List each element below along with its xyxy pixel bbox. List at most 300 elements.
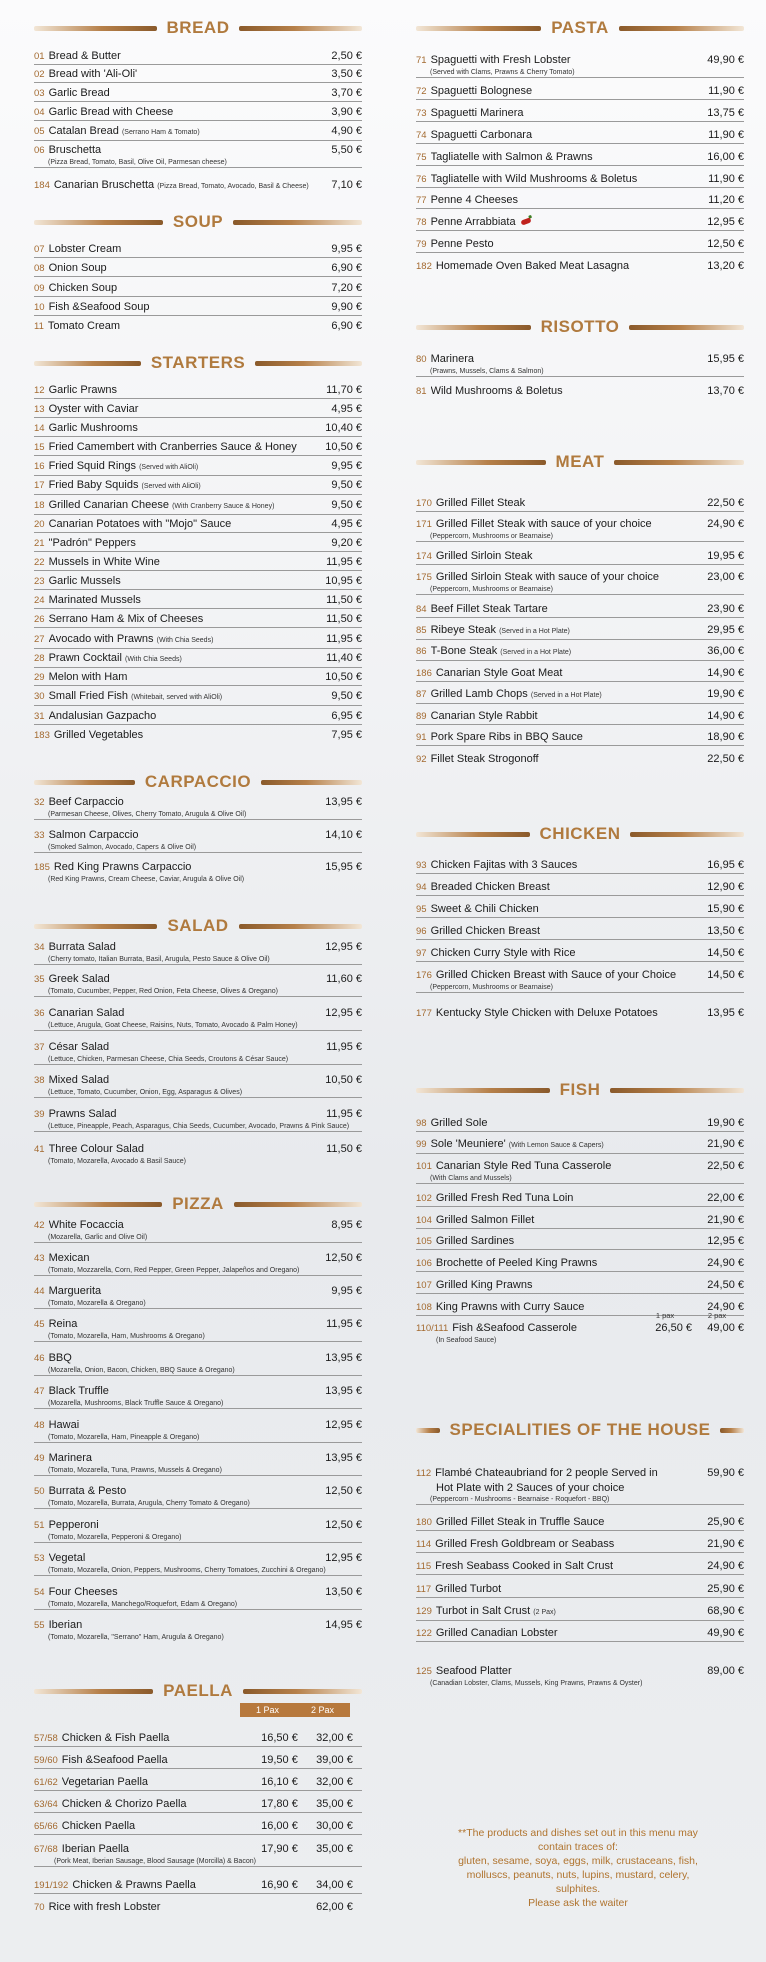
item-description: (Parmesan Cheese, Olives, Cherry Tomato, Arugula & Olive Oil) [48,811,247,818]
item-number: 18 [34,500,45,511]
soup-menu-item [34,261,362,277]
section-title: PAELLA [163,1681,233,1700]
bread-menu-item [34,124,362,141]
soup-menu-item [34,319,362,334]
menu-item-row [416,752,744,767]
item-number: 99 [416,1139,427,1150]
item-price: 13,95 € [325,1352,362,1364]
item-price: 23,90 € [707,603,744,615]
header-rule-right [720,1428,744,1433]
chicken-menu-item [416,880,744,896]
item-name-text: Prawn Cocktail [48,652,122,664]
item-number: 39 [34,1109,45,1120]
menu-item-row [416,709,744,724]
price-1-pax: 16,10 € [261,1776,298,1788]
meat-menu-item [416,730,744,746]
header-rule-left [416,325,531,330]
item-price: 13,20 € [707,260,744,272]
item-name-text: Vegetal [48,1552,86,1564]
item-name [431,880,702,894]
item-name-text: Onion Soup [48,262,107,274]
item-price: 11,20 € [708,194,744,206]
item-name-text: Grilled Sirloin Steak [435,550,533,562]
item-price: 21,90 € [707,1214,744,1226]
item-price: 8,95 € [331,1219,362,1231]
item-name [49,1618,320,1632]
item-number: 85 [416,625,427,636]
item-price: 25,90 € [707,1583,744,1595]
item-inline-description: (Served in a Hot Plate) [530,692,602,699]
item-name [49,972,321,986]
pizza-menu-item [34,1551,362,1576]
menu-item-row [416,517,744,532]
item-price: 13,75 € [707,107,744,119]
pasta-menu-item [416,259,744,274]
item-number: 30 [34,691,45,702]
item-name [431,752,702,766]
price-2-pax: 34,00 € [316,1879,353,1891]
item-number: 174 [416,551,432,562]
item-number: 53 [34,1553,45,1564]
item-number: 20 [34,519,45,530]
item-name [436,1515,701,1529]
item-price: 9,50 € [331,479,362,491]
item-number: 16 [34,461,45,472]
item-name [431,730,702,744]
menu-item-row [34,1142,362,1157]
menu-item-row [34,1797,362,1812]
item-price: 11,90 € [708,129,744,141]
pax-1-label: 1 Pax [255,1705,279,1715]
item-name-text: Fried Squid Rings [48,460,137,472]
specialities-section-header [416,1418,744,1442]
pax-2-label: 2 pax [707,1311,727,1320]
item-number: 129 [416,1606,432,1617]
menu-item-row [34,300,362,315]
menu-item-row [416,1278,744,1293]
item-name [431,53,702,67]
pizza-menu-item [34,1351,362,1376]
item-name [431,172,703,186]
allergy-line: gluten, sesame, soya, eggs, milk, crustaceans, fish, [458,1855,698,1867]
meat-menu-item [416,644,744,661]
allergy-line: contain traces of: [538,1841,618,1853]
item-name [62,1731,252,1745]
item-number: 92 [416,754,427,765]
section-title: CHICKEN [539,824,621,843]
fish-menu-item [416,1191,744,1207]
item-number: 10 [34,302,45,313]
item-number: 186 [416,668,432,679]
item-name-text: Spaguetti Marinera [430,107,524,119]
item-number: 125 [416,1666,432,1677]
item-number: 114 [416,1539,432,1550]
starters-menu-item [34,555,362,571]
fish-menu-item [416,1278,744,1294]
item-number: 176 [416,970,432,981]
price-2-pax: 32,00 € [316,1776,353,1788]
item-name [431,1116,702,1130]
item-name-text: Catalan Bread [48,125,119,137]
item-name [54,178,326,194]
menu-item-row [416,1664,744,1679]
header-rule-right [629,325,744,330]
item-description: (Tomato, Mozarella, Onion, Peppers, Mushrooms, Cherry Tomatoes, Zucchini & Oregano) [48,1567,326,1574]
header-rule-right [234,1202,362,1207]
price-2-pax: 35,00 € [316,1843,353,1855]
menu-item-row [416,1159,744,1174]
item-name [436,1234,701,1248]
item-number: 104 [416,1215,432,1226]
menu-item-row [34,498,362,514]
salad-menu-item [34,1073,362,1098]
pizza-menu-item [34,1251,362,1276]
pizza-menu-item [34,1418,362,1443]
item-name-text: Breaded Chicken Breast [430,881,550,893]
item-name-line-2: Hot Plate with 2 Sauces of your choice [436,1482,625,1494]
item-price: 13,50 € [707,925,744,937]
item-name-text: Sole 'Meuniere' [430,1138,506,1150]
item-name-text: Greek Salad [48,973,110,985]
item-name-text: Bread & Butter [48,50,121,62]
item-name-text: Lobster Cream [48,243,122,255]
item-number: 84 [416,604,427,615]
item-name-text: Small Fried Fish [48,690,129,702]
item-number: 47 [34,1386,45,1397]
meat-menu-item [416,570,744,595]
item-number: 51 [34,1520,45,1531]
item-inline-description: (Served in a Hot Plate) [499,628,570,635]
item-number: 08 [34,263,45,274]
menu-item-row [34,1753,362,1768]
menu-item-row [416,150,744,165]
starters-menu-item [34,651,362,668]
menu-item-row [416,946,744,961]
item-name [49,440,320,454]
item-name-text: Grilled Chicken Breast [430,925,541,937]
menu-item-row [416,384,744,399]
item-name-text: Fried Baby Squids [48,479,139,491]
item-description: (Cherry tomato, Italian Burrata, Basil, Arugula, Pesto Sauce & Olive Oil) [48,956,270,963]
menu-item-row [416,1191,744,1206]
starters-menu-item [34,632,362,649]
item-name-text: Grilled Sardines [435,1235,515,1247]
menu-item-row [34,670,362,685]
pasta-menu-item [416,237,744,253]
specialities-menu-item [416,1559,744,1575]
item-name-text: Chicken & Prawns Paella [72,1879,196,1891]
menu-item-row [34,1107,362,1122]
item-name-text: T-Bone Steak [430,645,498,657]
menu-item-row [34,1618,362,1633]
item-name-text: Spaguetti Bolognese [430,85,533,97]
item-number: 76 [416,174,427,185]
meat-menu-item [416,517,744,542]
item-price: 68,90 € [707,1605,744,1617]
price-2-pax: 49,00 € [707,1322,744,1334]
item-price: 22,50 € [707,1160,744,1172]
item-number: 112 [416,1468,432,1479]
item-number: 73 [416,108,427,119]
item-name-text: Chicken & Chorizo Paella [61,1798,187,1810]
item-name [49,1251,320,1265]
item-number: 86 [416,646,427,657]
menu-item-row [416,1626,744,1641]
item-name-text: Canarian Style Red Tuna Casserole [435,1160,612,1172]
item-name-text: Fillet Steak Strogonoff [430,753,539,765]
item-number: 72 [416,86,427,97]
menu-item-row [416,106,744,121]
item-number: 182 [416,261,432,272]
item-name [49,795,320,809]
item-number: 108 [416,1302,432,1313]
menu-item-row [416,880,744,895]
item-price: 12,95 € [325,941,362,953]
item-name [49,709,326,723]
chili-icon [520,217,531,225]
item-name-text: Penne Pesto [430,238,494,250]
item-name-text: Garlic Bread [48,87,110,99]
pizza-menu-item [34,1284,362,1309]
specialities-menu-item [416,1466,744,1505]
item-price: 11,90 € [708,173,744,185]
item-description: (Smoked Salmon, Avocado, Capers & Olive Oil) [48,844,197,851]
item-name [49,143,326,157]
item-name-text: Burrata Salad [48,941,116,953]
item-price: 7,20 € [331,282,362,294]
item-number: 36 [34,1008,45,1019]
item-number: 102 [416,1193,432,1204]
pizza-menu-item [34,1585,362,1610]
item-name-text: Marguerita [48,1285,102,1297]
item-number: 49 [34,1453,45,1464]
soup-menu-item [34,242,362,258]
item-name [62,1753,252,1767]
meat-section-header [416,450,744,474]
menu-item-row [416,1137,744,1153]
item-name [431,193,703,207]
item-number: 54 [34,1587,45,1598]
item-inline-description: (Pizza Bread, Tomato, Avocado, Basil & Cheese) [157,183,309,190]
item-name [436,1006,701,1020]
item-inline-description: (Served in a Hot Plate) [500,649,572,656]
item-number: 93 [416,860,427,871]
item-name [436,1256,701,1270]
item-number: 02 [34,69,45,80]
menu-item-row [416,570,744,585]
item-name [49,651,321,667]
specialities-menu-item [416,1626,744,1642]
item-number: 105 [416,1236,432,1247]
item-name-text: Hawai [48,1419,80,1431]
item-price: 13,95 € [325,1385,362,1397]
price-2-pax: 32,00 € [316,1732,353,1744]
item-name [435,1466,701,1480]
section-title: MEAT [555,452,605,471]
carpaccio-menu-item [34,795,362,820]
menu-item-row [34,1251,362,1266]
item-name-text: Grilled Salmon Fillet [435,1214,535,1226]
menu-item-row [34,261,362,276]
item-name [431,1137,702,1153]
item-name-text: Vegetarian Paella [61,1776,149,1788]
menu-item-row [34,1878,362,1893]
item-price: 14,90 € [707,667,744,679]
menu-item-row [34,178,362,194]
item-name [49,1142,321,1156]
item-price: 9,20 € [331,537,362,549]
item-name-text: Chicken Curry Style with Rice [430,947,576,959]
starters-menu-item [34,728,362,743]
item-price: 24,90 € [707,1560,744,1572]
item-name-text: Penne 4 Cheeses [430,194,519,206]
item-name-text: Grilled Fillet Steak in Truffle Sauce [435,1516,605,1528]
item-name [49,478,326,494]
menu-item-row [34,1842,362,1857]
meat-menu-item [416,496,744,512]
item-name [431,687,702,703]
item-name [49,632,321,648]
item-inline-description: (Serrano Ham & Tomato) [121,129,200,136]
item-name [431,946,702,960]
menu-item-row [416,84,744,99]
item-name [49,1218,326,1232]
item-name-text: Grilled Sole [430,1117,488,1129]
item-name-text: Fish &Seafood Paella [61,1754,168,1766]
item-description: (Tomato, Mozarella & Oregano) [48,1300,146,1307]
item-price: 89,00 € [707,1665,744,1677]
item-name [436,517,701,531]
item-description: (Tomato, Mozarella, Avocado & Basil Sauce) [48,1158,186,1165]
item-name-text: Garlic Mushrooms [48,422,138,434]
item-price: 15,90 € [707,903,744,915]
item-name [49,1040,321,1054]
item-price: 6,95 € [331,710,362,722]
menu-item-row [34,940,362,955]
item-name-text: Penne Arrabbiata [430,216,516,228]
menu-item-row [416,549,744,564]
item-name [436,1278,701,1292]
meat-menu-item [416,602,744,618]
allergy-line: sulphites. [555,1883,601,1895]
item-price: 3,50 € [331,68,362,80]
item-name [49,612,321,626]
item-number: 55 [34,1620,45,1631]
item-price: 11,95 € [326,1041,362,1053]
starters-menu-item [34,689,362,706]
chicken-menu-item [416,968,744,993]
fish-menu-item [416,1300,744,1316]
item-price: 11,95 € [326,1108,362,1120]
menu-item-row [34,67,362,82]
menu-item-row [416,172,744,187]
item-price: 36,00 € [707,645,744,657]
item-description: (Tomato, Mozarella, Ham, Pineapple & Oregano) [48,1434,200,1441]
item-name [49,105,326,119]
item-name-text: Grilled Lamb Chops [430,688,528,700]
pax-2-label: 2 Pax [310,1705,334,1715]
fish-menu-item [416,1116,744,1132]
header-rule-right [261,780,362,785]
item-description: (Tomato, Mozarella, Pepperoni & Oregano) [48,1534,182,1541]
pizza-menu-item [34,1317,362,1342]
item-number: 44 [34,1286,45,1297]
item-name [436,259,701,273]
item-name-text: Iberian Paella [61,1843,130,1855]
item-name-text: Grilled Fillet Steak with sauce of your choice [435,518,652,530]
item-name-text: Spaguetti Carbonara [430,129,533,141]
item-number: 75 [416,152,427,163]
item-name [436,549,701,563]
item-number: 06 [34,145,45,156]
item-description: (Tomato, Mozarella, Tuna, Prawns, Mussels & Oregano) [48,1467,222,1474]
menu-item-row [34,319,362,334]
item-number: 22 [34,557,45,568]
item-description: (Mozarella, Onion, Bacon, Chicken, BBQ Sauce & Oregano) [48,1367,235,1374]
item-name [49,67,326,81]
item-price: 21,90 € [707,1138,744,1150]
meat-menu-item [416,666,744,682]
item-name [431,602,702,616]
menu-item-row [416,730,744,745]
item-price: 10,50 € [325,1074,362,1086]
menu-item-row [34,1819,362,1834]
item-description: (Lettuce, Arugula, Goat Cheese, Raisins, Nuts, Tomato, Avocado & Palm Honey) [48,1022,298,1029]
item-name-text: Wild Mushrooms & Boletus [430,385,563,397]
item-name-text: Iberian [48,1619,83,1631]
item-name [435,1582,701,1596]
item-name-text: Canarian Style Rabbit [430,710,538,722]
menu-item-row [34,795,362,810]
pizza-menu-item [34,1384,362,1409]
item-name-text: Red King Prawns Carpaccio [53,861,192,873]
item-number: 89 [416,711,427,722]
item-number: 175 [416,572,432,583]
item-name [431,623,702,639]
menu-item-row [34,632,362,648]
item-name-text: Garlic Bread with Cheese [48,106,174,118]
item-number: 107 [416,1280,432,1291]
chicken-section-header [416,822,744,846]
item-name [49,459,326,475]
item-number: 07 [34,244,45,255]
item-description: (Peppercorn, Mushrooms or Bearnaise) [430,586,553,593]
item-number: 50 [34,1486,45,1497]
item-name-text: Grilled Fillet Steak [435,497,526,509]
item-price: 24,90 € [707,1257,744,1269]
item-price: 3,70 € [331,87,362,99]
item-name [436,570,701,584]
price-1-pax: 16,50 € [261,1732,298,1744]
item-name-text: Bruschetta [48,144,102,156]
risotto-menu-item [416,384,744,399]
item-price: 11,50 € [326,1143,362,1155]
item-name [436,968,701,982]
specialities-menu-item [416,1664,744,1688]
fish-menu-item [416,1256,744,1272]
item-number: 05 [34,126,45,137]
menu-item-row [416,644,744,660]
menu-item-row [34,536,362,551]
item-name [431,644,702,660]
menu-item-row [34,440,362,455]
paella-section-header [34,1679,362,1703]
item-description: (Pork Meat, Iberian Sausage, Blood Sausage (Morcilla) & Bacon) [54,1858,256,1865]
item-name-text: BBQ [48,1352,72,1364]
item-price: 12,95 € [707,216,744,228]
item-name-text: Grilled Fresh Goldbream or Seabass [435,1538,615,1550]
pasta-menu-item [416,193,744,209]
